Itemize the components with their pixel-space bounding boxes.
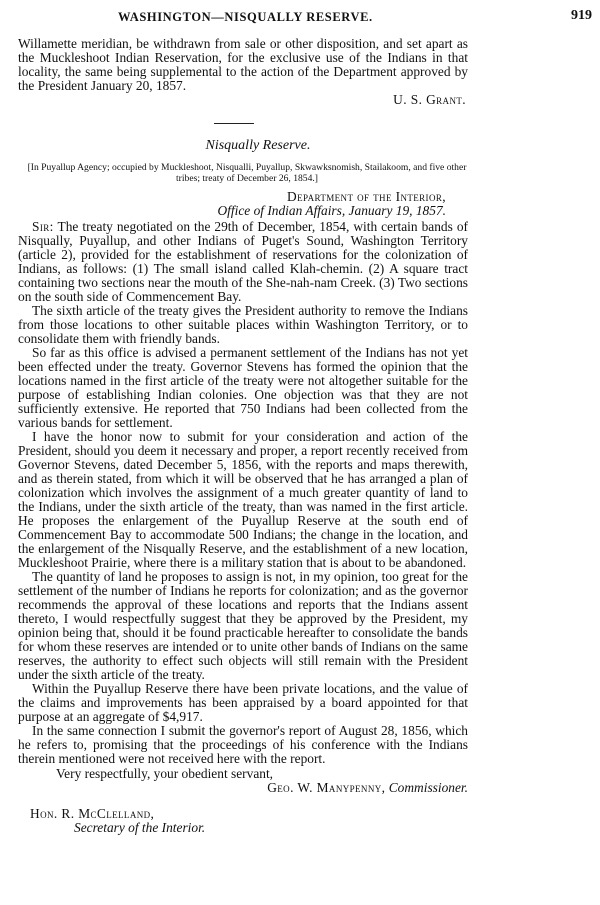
letter-paragraph-2: The sixth article of the treaty gives the President authority to remove the Indians from those locations to other suitable places within Washington Territory, or to consolidate them with friendly bands. bbox=[18, 303, 468, 346]
letter-signature bbox=[18, 781, 468, 795]
signer-name: Geo. W. Manypenny, bbox=[267, 780, 386, 795]
letter-paragraph-1 bbox=[18, 220, 468, 304]
paragraph-text: The treaty negotiated on the 29th of December, 1854, with certain bands of Nisqually, Puyallup, and other Indians of Puget's Sound, Washington Territory (article 2), provided for the establishment of reservations for the colonization of Indians, as follows: (1) The small island called Klah-chemin. (2) A square tract containing two sections near the mouth of the She-nah-nam Creek. (3) Two sections on the south side of Commencement Bay. bbox=[18, 219, 468, 304]
letter-paragraph-3: So far as this office is advised a permanent settlement of the Indians has not yet been effected under the treaty. Governor Stevens has formed the opinion that the locations named in the first article of the treaty were not altogether suitable for the purpose of establishing Indian colonies. One objection was that they are not sufficiently extensive. He reported that 750 Indians had been collected from the various bands for settlement. bbox=[18, 345, 468, 430]
addressee-title: Secretary of the Interior. bbox=[74, 820, 206, 835]
letter-closing: Very respectfully, your obedient servant, bbox=[56, 766, 274, 781]
letter-paragraph-4: I have the honor now to submit for your consideration and action of the President, should you deem it necessary and proper, a report recently received from Governor Stevens, dated December 5, 1856, with the reports and maps therewith, and as therein stated, from which it will be observed that he has arranged a plan of colonization which involves the assignment of a much greater quantity of land to the Indians, under the sixth article of the treaty, than was named in the first article. He proposes the enlargement of the Puyallup Reserve at the south end of Commencement Bay to accommodate 500 Indians; the change in the location, and the enlargement of the Nisqually Reserve, and the establishment of a new location, Muckleshoot Prairie, where there is a military station that is about to be abandoned. bbox=[18, 429, 468, 570]
addressee-name: Hon. R. McClelland, bbox=[30, 806, 155, 821]
preceding-text: Willamette meridian, be withdrawn from sale or other disposition, and set apart as the Muckleshoot Indian Reservation, for the exclusive use of the Indians in that locality, the same being supplemental to the action of the Department approved by the President January 20, 1857. bbox=[18, 36, 468, 93]
section-divider bbox=[214, 123, 254, 124]
letter-department: Department of the Interior, bbox=[287, 189, 446, 204]
letter-paragraph-5: The quantity of land he proposes to assign is not, in my opinion, too great for the settlement of the number of Indians he reports for colonization; and as the governor recommends the approval of these locations and reports that the Indians assent thereto, I would respectfully suggest that they be approved by the President, my opinion being that, should it be found practicable hereafter to consolidate the bands for whom these reserves are intended or to unite other bands of Indians on the same reserves, the authority to effect such objects will still remain with the President under the sixth article of the treaty. bbox=[18, 569, 468, 682]
letter-paragraph-6: Within the Puyallup Reserve there have been private locations, and the value of the claims and improvements has been appraised by a board appointed for that purpose at an aggregate of $4,917. bbox=[18, 681, 468, 724]
page-body bbox=[18, 37, 468, 835]
grant-signature: U. S. Grant. bbox=[393, 92, 466, 107]
page-header bbox=[0, 8, 600, 28]
running-head: WASHINGTON—NISQUALLY RESERVE. bbox=[118, 10, 373, 24]
section-note: [In Puyallup Agency; occupied by Muckleshoot, Nisqualli, Puyallup, Skwawksnomish, Stailakoom, and five other tribes; treaty of December 26, 1854.] bbox=[27, 162, 467, 184]
page-number: 919 bbox=[571, 8, 592, 23]
letter-office-date: Office of Indian Affairs, January 19, 1857. bbox=[217, 203, 446, 218]
section-title: Nisqually Reserve. bbox=[205, 138, 311, 153]
signer-title: Commissioner. bbox=[388, 780, 468, 795]
letter-paragraph-7: In the same connection I submit the governor's report of August 28, 1856, which he refers to, promising that the proceedings of his conference with the Indians therein mentioned were not received here with the report. bbox=[18, 723, 468, 766]
salutation: Sir: bbox=[32, 219, 54, 234]
